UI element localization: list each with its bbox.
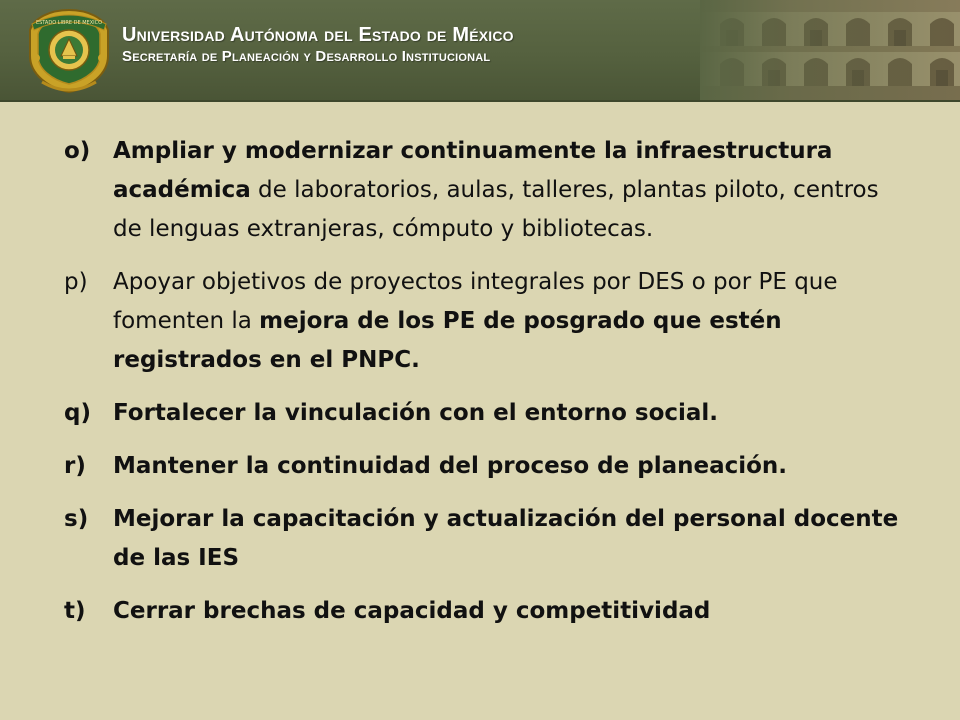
list-item-text <box>113 592 904 631</box>
bold-text: mejora de los PE de posgrado que estén registrados en el PNPC. <box>113 308 782 373</box>
list-item-text <box>113 394 904 433</box>
header-title-block <box>122 24 514 67</box>
list-item-text <box>113 263 904 380</box>
building-photo <box>700 0 960 100</box>
list-item <box>64 500 904 578</box>
list-item-text <box>113 132 904 249</box>
list-item <box>64 447 904 486</box>
list-item-text <box>113 500 904 578</box>
bold-text: Mantener la continuidad del proceso de planeación. <box>113 453 788 479</box>
list-item <box>64 394 904 433</box>
header-bar <box>0 0 960 102</box>
university-seal-logo <box>26 6 112 94</box>
list-item-marker: q) <box>64 400 91 426</box>
list-item-marker: o) <box>64 138 91 164</box>
list-item-marker: p) <box>64 269 88 295</box>
bold-text: Ampliar y modernizar continuamente la infraestructura académica <box>113 138 833 203</box>
bold-text: Cerrar brechas de capacidad y competitividad <box>113 598 711 624</box>
department-name: Secretaría de Planeación y Desarrollo Institucional <box>122 48 491 65</box>
bold-text: Fortalecer la vinculación con el entorno social. <box>113 400 719 426</box>
objectives-list <box>64 132 904 645</box>
regular-text: Apoyar objetivos de proyectos integrales por DES o por PE que fomenten la <box>113 269 838 334</box>
list-item-marker: r) <box>64 453 86 479</box>
list-item <box>64 263 904 380</box>
list-item <box>64 132 904 249</box>
regular-text: de laboratorios, aulas, talleres, plantas piloto, centros de lenguas extranjeras, cómputo y bibliotecas. <box>113 177 879 242</box>
logo-banner-text: ESTADO LIBRE DE MEXICO <box>35 20 103 26</box>
institution-name: Universidad Autónoma del Estado de México <box>122 24 514 46</box>
list-item-marker: s) <box>64 506 89 532</box>
list-item-text <box>113 447 904 486</box>
list-item-marker: t) <box>64 598 86 624</box>
bold-text: Mejorar la capacitación y actualización del personal docente de las IES <box>113 506 899 571</box>
list-item <box>64 592 904 631</box>
